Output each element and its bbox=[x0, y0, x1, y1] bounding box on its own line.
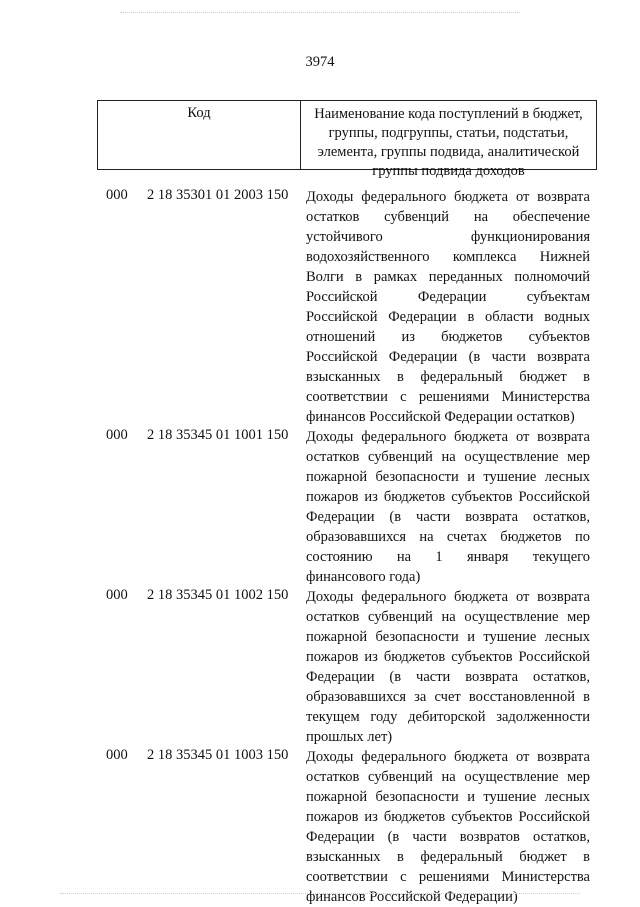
revenue-code: 2 18 35345 01 1002 150 bbox=[147, 587, 289, 603]
table-body bbox=[0, 187, 640, 907]
revenue-code: 2 18 35345 01 1003 150 bbox=[147, 747, 289, 763]
revenue-description: Доходы федерального бюджета от возврата остатков субвенций на осуществление мер пожарной безопасности и тушение лесных пожаров из бюджетов субъектов Российской Федерации (в части возвратов остатков, взысканных в федеральный бюджет в соответствии с решениями Министерства финансов Российской Федерации) bbox=[306, 749, 590, 905]
admin-code: 000 bbox=[106, 427, 128, 443]
admin-code: 000 bbox=[106, 187, 128, 203]
table-row bbox=[0, 747, 640, 907]
revenue-code: 2 18 35345 01 1001 150 bbox=[147, 427, 289, 443]
revenue-description: Доходы федерального бюджета от возврата остатков субвенций на осуществление мер пожарной безопасности и тушение лесных пожаров из бюджетов субъектов Российской Федерации (в части возврата остатков, образовавшихся за счет восстановленной в текущем году дебиторской задолженности прошлых лет) bbox=[306, 589, 590, 745]
revenue-description: Доходы федерального бюджета от возврата остатков субвенций на осуществление мер пожарной безопасности и тушение лесных пожаров из бюджетов субъектов Российской Федерации (в части возврата остатков, образовавшихся на счетах бюджетов по состоянию на 1 января текущего финансового года) bbox=[306, 429, 590, 585]
header-code-cell: Код bbox=[98, 101, 301, 169]
admin-code: 000 bbox=[106, 747, 128, 763]
header-name-cell: Наименование кода поступлений в бюджет, группы, подгруппы, статьи, подстатьи, элемента, группы подвида, аналитической группы подвида доходов bbox=[314, 106, 583, 179]
scan-edge-top bbox=[120, 12, 520, 13]
admin-code: 000 bbox=[106, 587, 128, 603]
revenue-code: 2 18 35301 01 2003 150 bbox=[147, 187, 289, 203]
scan-edge-bottom bbox=[60, 893, 580, 894]
table-row bbox=[0, 187, 640, 427]
table-row bbox=[0, 427, 640, 587]
page-number: 3974 bbox=[305, 54, 335, 70]
table-header bbox=[97, 100, 597, 179]
table-row bbox=[0, 587, 640, 747]
revenue-description: Доходы федерального бюджета от возврата остатков субвенций на обеспечение устойчивого функционирования водохозяйственного комплекса Нижней Волги в рамках переданных полномочий Российской Федерации субъектам Российской Федерации в области водных отношений из бюджетов субъектов Российской Федерации (в части возврата взысканных в федеральный бюджет в соответствии с решениями Министерства финансов Российской Федерации остатков) bbox=[306, 189, 590, 425]
